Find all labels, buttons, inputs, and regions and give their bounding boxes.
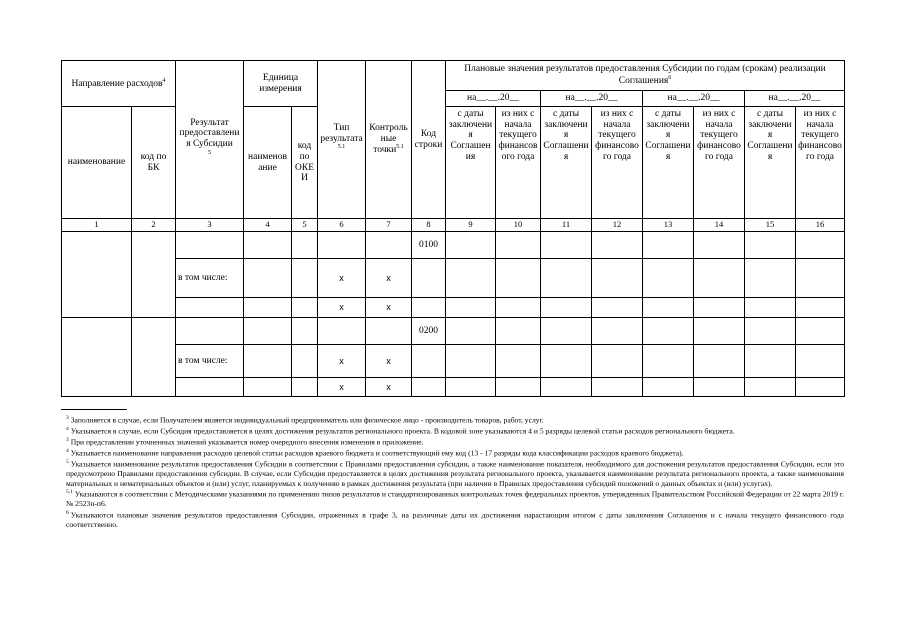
header-line-code: Код строки (412, 61, 446, 219)
cell-result[interactable] (176, 318, 244, 345)
x-mark: x (318, 378, 366, 397)
cell-value[interactable] (592, 259, 643, 298)
table-row (62, 318, 845, 345)
column-number: 10 (496, 219, 541, 232)
x-mark: x (318, 298, 366, 318)
cell-value[interactable] (446, 318, 496, 345)
cell-value[interactable] (446, 345, 496, 378)
period-header: на__.__.20__ (745, 91, 845, 107)
header-type: Тип результата$^{5.1}$ (318, 61, 366, 219)
footnote: $^4$ Указывается наименование направления расходов целевой статьи расходов краевого бюджета и соответствующий ему код (13 - 17 разряды кода классификации расходов краевого бюджета). (66, 448, 684, 458)
cell-value[interactable] (643, 345, 694, 378)
column-number: 13 (643, 219, 694, 232)
cell-value[interactable] (541, 345, 592, 378)
column-number: 4 (244, 219, 292, 232)
cell-value[interactable] (694, 298, 745, 318)
footnote: $^4$ Указывается в случае, если Субсидия предоставляется в целях достижения результатов регионального проекта. В кодовой зоне указываются 4 и 5 разряды целевой статьи расходов регионального бюджета. (66, 426, 735, 436)
column-number: 16 (796, 219, 845, 232)
footnote: $^5$ Указывается наименование результатов предоставления Субсидии в соответствии с Правилами предоставления субсидии, а также наименование показателя, необходимого для достижения результатов предоставления Субсидии, если это предусмотрено Правилами предоставления субсидии. В случае, если Субсидия предоставляется в целях достижения результата регионального проекта, указывается наименование результата регионального проекта, а также наименования материальных и нематериальных объектов и (или) услуг, планируемых к получению в рамках достижения результата (при наличии в Правилах предоставления субсидий положений о данных объектах и (или) услугах). (66, 459, 844, 488)
header-from-year-start: из них с начала текущего финансового года (796, 107, 845, 219)
cell-line-code[interactable] (412, 298, 446, 318)
column-numbers-row (62, 219, 845, 232)
cell-okei[interactable] (292, 259, 318, 298)
cell-control[interactable] (366, 318, 412, 345)
header-okei-code: код по ОКЕИ (292, 107, 318, 219)
cell-value[interactable] (496, 378, 541, 397)
cell-okei[interactable] (292, 298, 318, 318)
cell-value[interactable] (592, 378, 643, 397)
cell-result[interactable] (176, 232, 244, 259)
header-from-agreement: с даты заключения Соглашения (541, 107, 592, 219)
footnote: $^3$ При представлении уточненных значений указывается номер очередного внесения изменения в приложение. (66, 437, 424, 447)
footnote: $^{5.1}$ Указываются в соответствии с Методическими указаниями по применению типов результатов и стандартизированных контрольных точек федеральных проектов, утвержденных Правительством Российской Федерации от 22 марта 2019 г. № 2523п-п6. (66, 489, 844, 509)
cell-bk-code[interactable] (132, 318, 176, 397)
column-number: 15 (745, 219, 796, 232)
cell-value[interactable] (592, 232, 643, 259)
header-unit: Единица измерения (244, 61, 318, 107)
cell-line-code[interactable] (412, 259, 446, 298)
cell-okei[interactable] (292, 378, 318, 397)
cell-value[interactable] (796, 318, 845, 345)
header-from-agreement: с даты заключения Соглашения (745, 107, 796, 219)
cell-unit-name[interactable] (244, 232, 292, 259)
cell-control[interactable] (366, 232, 412, 259)
cell-value[interactable] (745, 318, 796, 345)
period-header: на__.__.20__ (446, 91, 541, 107)
cell-value[interactable] (643, 259, 694, 298)
cell-value[interactable] (496, 232, 541, 259)
cell-value[interactable] (541, 259, 592, 298)
cell-value[interactable] (592, 318, 643, 345)
column-number: 7 (366, 219, 412, 232)
cell-value[interactable] (796, 232, 845, 259)
cell-value[interactable] (796, 378, 845, 397)
cell-value[interactable] (496, 318, 541, 345)
cell-unit-name[interactable] (244, 378, 292, 397)
cell-value[interactable] (643, 298, 694, 318)
x-mark: x (318, 259, 366, 298)
footnote-divider (61, 409, 127, 410)
cell-value[interactable] (446, 259, 496, 298)
cell-value[interactable] (592, 345, 643, 378)
header-planned-values: Плановые значения результатов предоставления Субсидии по годам (срокам) реализации Соглашения$^6$ (446, 61, 845, 91)
header-unit-name: наименование (244, 107, 292, 219)
cell-value[interactable] (496, 345, 541, 378)
cell-direction-name[interactable] (62, 318, 132, 397)
x-mark: x (366, 345, 412, 378)
x-mark: x (366, 259, 412, 298)
footnote: $^3$ Заполняется в случае, если Получателем является индивидуальный предприниматель или физическое лицо - производитель товаров, работ, услуг. (66, 415, 544, 425)
table-row (62, 378, 845, 397)
column-number: 1 (62, 219, 132, 232)
header-from-year-start: из них с начала текущего финансового года (694, 107, 745, 219)
header-from-agreement: с даты заключения Соглашения (643, 107, 694, 219)
cell-value[interactable] (796, 345, 845, 378)
cell-unit-name[interactable] (244, 318, 292, 345)
header-control-points: Контрольные точки$^{5.1}$ (366, 61, 412, 219)
column-number: 11 (541, 219, 592, 232)
x-mark: x (366, 298, 412, 318)
cell-line-code[interactable] (412, 345, 446, 378)
cell-value[interactable] (694, 232, 745, 259)
cell-okei[interactable] (292, 345, 318, 378)
cell-value[interactable] (541, 378, 592, 397)
header-direction: Направление расходов$^4$ (62, 61, 176, 107)
cell-okei[interactable] (292, 318, 318, 345)
cell-value[interactable] (643, 232, 694, 259)
column-number: 9 (446, 219, 496, 232)
cell-value[interactable] (745, 232, 796, 259)
header-from-year-start: из них с начала текущего финансового года (592, 107, 643, 219)
cell-value[interactable] (643, 318, 694, 345)
cell-value[interactable] (694, 259, 745, 298)
cell-value[interactable] (745, 259, 796, 298)
header-name: наименование (62, 107, 132, 219)
x-mark: x (366, 378, 412, 397)
header-result: Результат предоставления Субсидии $^5$ (176, 61, 244, 219)
footnotes (61, 409, 844, 530)
including-label: в том числе: (176, 345, 244, 378)
footnote: $^6$ Указываются плановые значения результатов предоставления Субсидии, отраженных в графе 3, на различные даты их достижения нарастающим итогом с даты заключения Соглашения и с начала текущего финансового года соответственно. (66, 509, 844, 529)
cell-line-code: 0200 (412, 318, 446, 345)
cell-value[interactable] (541, 318, 592, 345)
x-mark: x (318, 345, 366, 378)
cell-direction-name[interactable] (62, 232, 132, 318)
cell-line-code: 0100 (412, 232, 446, 259)
period-header: на__.__.20__ (541, 91, 643, 107)
header-from-year-start: из них с начала текущего финансового года (496, 107, 541, 219)
period-header: на__.__.20__ (643, 91, 745, 107)
column-number: 6 (318, 219, 366, 232)
cell-result[interactable] (176, 298, 244, 318)
header-from-agreement: с даты заключения Соглашения (446, 107, 496, 219)
cell-value[interactable] (796, 259, 845, 298)
cell-value[interactable] (745, 298, 796, 318)
cell-line-code[interactable] (412, 378, 446, 397)
table-row (62, 259, 845, 298)
including-label: в том числе: (176, 259, 244, 298)
cell-value[interactable] (541, 232, 592, 259)
table-row (62, 345, 845, 378)
column-number: 8 (412, 219, 446, 232)
cell-value[interactable] (592, 298, 643, 318)
cell-value[interactable] (446, 298, 496, 318)
cell-value[interactable] (796, 298, 845, 318)
cell-value[interactable] (694, 318, 745, 345)
cell-value[interactable] (496, 298, 541, 318)
cell-type[interactable] (318, 232, 366, 259)
column-number: 14 (694, 219, 745, 232)
cell-okei[interactable] (292, 232, 318, 259)
cell-unit-name[interactable] (244, 259, 292, 298)
cell-value[interactable] (643, 378, 694, 397)
table-row (62, 232, 845, 259)
cell-type[interactable] (318, 318, 366, 345)
cell-value[interactable] (694, 345, 745, 378)
header-bk-code: код по БК (132, 107, 176, 219)
column-number: 2 (132, 219, 176, 232)
cell-value[interactable] (745, 345, 796, 378)
table-row (62, 298, 845, 318)
cell-value[interactable] (446, 232, 496, 259)
column-number: 3 (176, 219, 244, 232)
cell-value[interactable] (745, 378, 796, 397)
cell-value[interactable] (446, 378, 496, 397)
cell-value[interactable] (541, 298, 592, 318)
cell-unit-name[interactable] (244, 345, 292, 378)
planned-results-table (61, 60, 845, 397)
cell-unit-name[interactable] (244, 298, 292, 318)
cell-result[interactable] (176, 378, 244, 397)
cell-value[interactable] (496, 259, 541, 298)
column-number: 12 (592, 219, 643, 232)
cell-value[interactable] (694, 378, 745, 397)
cell-bk-code[interactable] (132, 232, 176, 318)
column-number: 5 (292, 219, 318, 232)
